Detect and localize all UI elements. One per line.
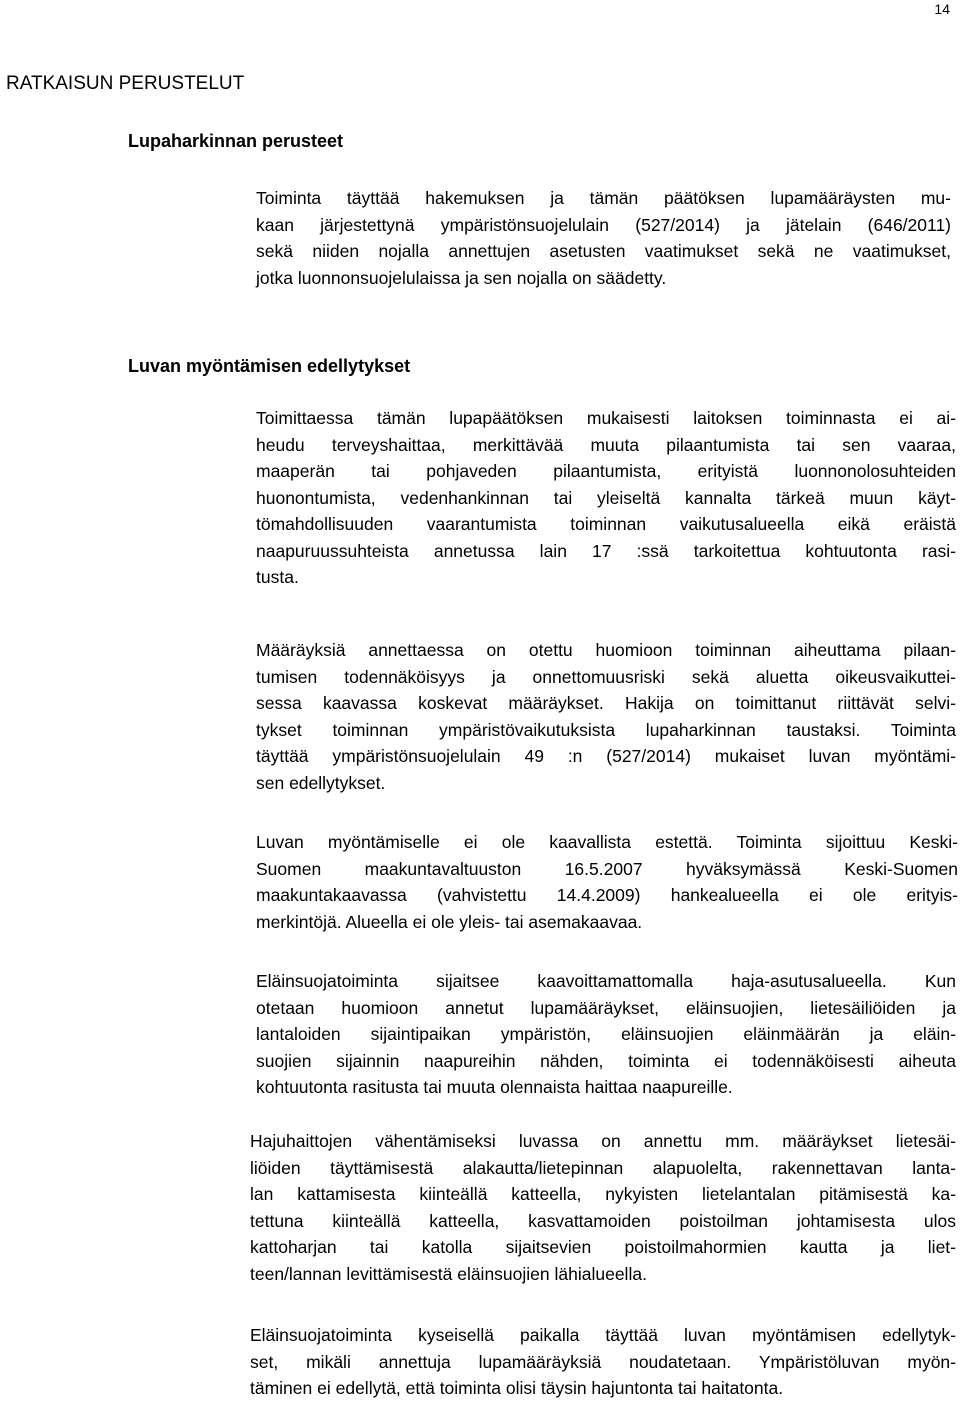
text-line: täminen ei edellytä, että toiminta olisi täysin hajuntonta tai haitatonta. bbox=[250, 1378, 784, 1398]
text-line: kohtuutonta rasitusta tai muuta olennaista haittaa naapureille. bbox=[256, 1077, 733, 1097]
text-line: sekä niiden nojalla annettujen asetusten vaatimukset sekä ne vaatimukset, bbox=[256, 241, 951, 261]
text-line: maakuntakaavassa (vahvistettu 14.4.2009) hankealueella ei ole erityis- bbox=[256, 885, 958, 905]
text-line: huonontumista, vedenhankinnan tai yleiseltä kannalta tärkeä muun käyt- bbox=[256, 487, 956, 508]
text-line: tumisen todennäköisyys ja onnettomuusriski sekä aluetta oikeusvaikuttei- bbox=[256, 666, 956, 687]
text-line: lantaloiden sijaintipaikan ympäristön, eläinsuojien eläinmäärän ja eläin- bbox=[256, 1024, 956, 1044]
text-line: Hajuhaittojen vähentämiseksi luvassa on annettu mm. määräykset lietesäi- bbox=[250, 1131, 956, 1151]
text-line: Eläinsuojatoiminta kyseisellä paikalla täyttää luvan myöntämisen edellytyk- bbox=[250, 1325, 956, 1345]
text-line: suojien sijainnin naapureihin nähden, toiminta ei todennäköisesti aiheuta bbox=[256, 1050, 956, 1071]
text-line: tusta. bbox=[256, 567, 299, 587]
paragraph-kaavoitus bbox=[256, 829, 958, 935]
text-line: Toiminta täyttää hakemuksen ja tämän päätöksen lupamääräysten mu- bbox=[256, 188, 951, 208]
main-heading: RATKAISUN PERUSTELUT bbox=[6, 73, 245, 94]
page-number: 14 bbox=[934, 1, 950, 17]
section-heading-luvan-myontamisen-edellytykset: Luvan myöntämisen edellytykset bbox=[128, 356, 411, 376]
text-line: maaperän tai pohjaveden pilaantumista, erityistä luonnonolosuhteiden bbox=[256, 461, 956, 481]
text-line: naapuruussuhteista annetussa lain 17 :ssä tarkoitettua kohtuutonta rasi- bbox=[256, 540, 956, 561]
text-line: heudu terveyshaittaa, merkittävää muuta pilaantumista tai sen vaaraa, bbox=[256, 434, 956, 455]
text-line: kaan järjestettynä ympäristönsuojelulain (527/2014) ja jätelain (646/2011) bbox=[256, 214, 951, 235]
section-heading-lupaharkinnan-perusteet: Lupaharkinnan perusteet bbox=[128, 131, 344, 151]
paragraph-sijainti bbox=[256, 968, 956, 1101]
text-line: Suomen maakuntavaltuuston 16.5.2007 hyväksymässä Keski-Suomen bbox=[256, 858, 958, 879]
paragraph-johtopaatos bbox=[250, 1322, 956, 1402]
paragraph-edellytykset bbox=[256, 405, 956, 591]
text-line: tykset toiminnan ympäristövaikutuksista lupaharkinnan taustaksi. Toiminta bbox=[256, 719, 956, 740]
text-line: lan kattamisesta kiinteällä katteella, nykyisten lietelantalan pitämisestä ka- bbox=[250, 1184, 956, 1204]
text-line: sen edellytykset. bbox=[256, 772, 386, 793]
text-line: jotka luonnonsuojelulaissa ja sen nojalla on säädetty. bbox=[256, 267, 667, 288]
text-line: otetaan huomioon annetut lupamääräykset, eläinsuojien, lietesäiliöiden ja bbox=[256, 997, 956, 1018]
text-line: Määräyksiä annettaessa on otettu huomioon toiminnan aiheuttama pilaan- bbox=[256, 640, 956, 660]
text-line: Eläinsuojatoiminta sijaitsee kaavoittamattomalla haja-asutusalueella. Kun bbox=[256, 971, 956, 991]
paragraph-maaraykset bbox=[256, 637, 956, 796]
text-line: kattoharjan tai katolla sijaitsevien poistoilmahormien kautta ja liet- bbox=[250, 1237, 956, 1257]
paragraph-hajuhaitat bbox=[250, 1128, 956, 1287]
text-line: Luvan myöntämiselle ei ole kaavallista estettä. Toiminta sijoittuu Keski- bbox=[256, 832, 958, 852]
text-line: Toimittaessa tämän lupapäätöksen mukaisesti laitoksen toiminnasta ei ai- bbox=[256, 408, 956, 428]
text-line: liöiden täyttämisestä alakautta/lietepinnan alapuolelta, rakennettavan lanta- bbox=[250, 1157, 956, 1178]
text-line: täyttää ympäristönsuojelulain 49 :n (527/2014) mukaiset luvan myöntämi- bbox=[256, 746, 956, 766]
paragraph-lupaharkinnan-perusteet bbox=[256, 185, 951, 291]
text-line: merkintöjä. Alueella ei ole yleis- tai asemakaavaa. bbox=[256, 911, 643, 932]
text-line: tömahdollisuuden vaarantumista toiminnan vaikutusalueella eikä eräistä bbox=[256, 514, 956, 534]
text-line: tettuna kiinteällä katteella, kasvattamoiden poistoilman johtamisesta ulos bbox=[250, 1210, 956, 1231]
text-line: set, mikäli annettuja lupamääräyksiä noudatetaan. Ympäristöluvan myön- bbox=[250, 1351, 956, 1372]
text-line: sessa kaavassa koskevat määräykset. Hakija on toimittanut riittävät selvi- bbox=[256, 693, 956, 713]
text-line: teen/lannan levittämisestä eläinsuojien lähialueella. bbox=[250, 1263, 647, 1284]
